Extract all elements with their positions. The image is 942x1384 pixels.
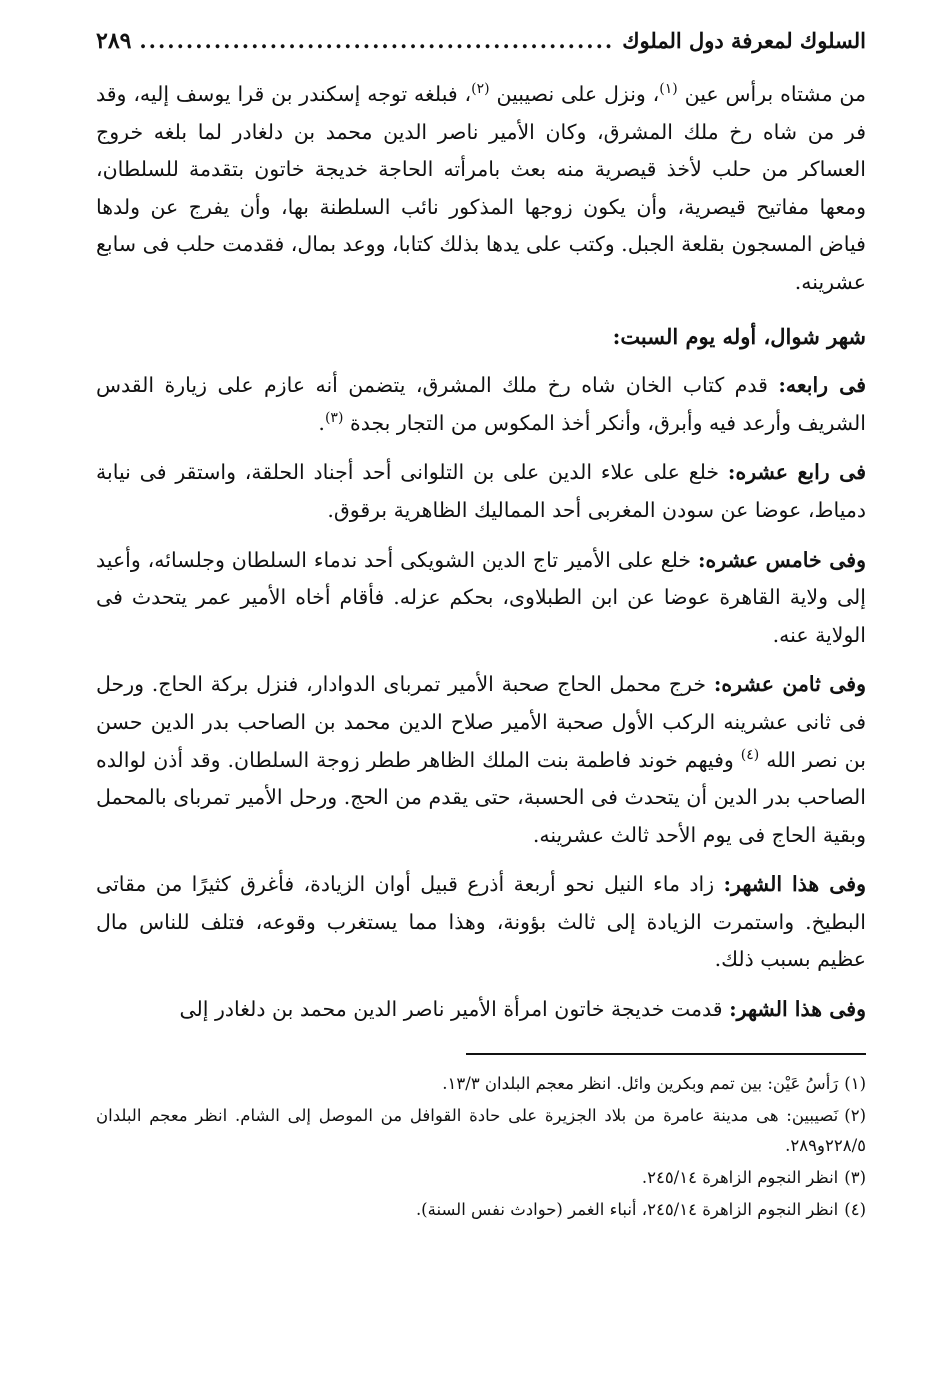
footnote-text: رَأسُ عَيْن: بين تمم وبكرين وائل. انظر معجم البلدان ١٣/٣. [442, 1073, 839, 1093]
footnote [96, 1195, 866, 1225]
opening-text-3: ، فبلغه توجه إسكندر بن قرا يوسف إليه، وقد فر من شاه رخ ملك المشرق، وكان الأمير ناصر الدين محمد بن دلغادر لما بلغه خروج العساكر من حلب لأخذ قيصرية منه بعث بامرأته الحاجة خديجة خاتون بتقدمة للسلطان، ومعها مفاتيح قيصرية، وأن يكون زوجها المذكور نائب السلطنة بها، وأن يفرج عن ولدها فياض المسجون بقلعة الجبل. وكتب على يدها بذلك كتابا، ووعد بمال، فقدمت حلب فى سابع عشرينه. [96, 82, 866, 294]
entry-text: خرج محمل الحاج صحبة الأمير تمرباى الدوادار، فنزل بركة الحاج. ورحل فى ثانى عشرينه الركب الأول صحبة الأمير صلاح الدين محمد بن الصاحب بدر الدين حسن بن نصر الله [96, 672, 866, 772]
document-page [96, 28, 866, 1227]
footnote-ref-3: (٣) [324, 409, 344, 426]
entry-lead: فى رابع عشره: [727, 460, 866, 485]
entry-tail: وفيهم خوند فاطمة بنت الملك الظاهر ططر زوجة السلطان. وقد أذن لوالده الصاحب بدر الدين أن يتحدث فى الحسبة، حتى يقدم من الحج. ورحل الأمير تمرباى بالمحمل وبقية الحاج فى يوم الأحد ثالث عشرينه. [96, 747, 866, 847]
entry-paragraph [96, 542, 866, 655]
entry-paragraph [96, 367, 866, 442]
entry-tail: . [318, 410, 325, 435]
footnote-number: (١) [844, 1073, 866, 1093]
entry-paragraph [96, 866, 866, 979]
opening-text-1: من مشتاه برأس عين [684, 82, 866, 106]
footnote-number: (٢) [844, 1105, 866, 1125]
opening-paragraph [96, 76, 866, 302]
footnote [96, 1069, 866, 1099]
entry-lead: وفى ثامن عشره: [713, 672, 866, 697]
footnotes [96, 1069, 866, 1225]
footnote-text: نَصيبين: هى مدينة عامرة من بلاد الجزيرة على حادة القوافل من الموصل إلى الشام. انظر معجم البلدان ٢٢٨/٥و٢٨٩. [96, 1105, 866, 1155]
entry-text: خلع على الأمير تاج الدين الشويكى أحد ندماء السلطان وجلسائه، وأعيد إلى ولاية القاهرة عوضا عن ابن الطبلاوى، بحكم عزله. فأقام أخاه الأمير عمر يتحدث فى الولاية عنه. [96, 547, 866, 647]
running-header [96, 28, 866, 76]
entry-paragraph [96, 666, 866, 854]
footnote [96, 1163, 866, 1193]
entry-paragraph [96, 991, 866, 1029]
entry-lead: وفى هذا الشهر: [729, 997, 866, 1022]
entry-text: قدم كتاب الخان شاه رخ ملك المشرق، يتضمن أنه عازم على زيارة القدس الشريف وأرعد فيه وأبرق، وأنكر أخذ المكوس من التجار بجدة [96, 373, 866, 435]
footnote-text: انظر النجوم الزاهرة ٢٤٥/١٤، أنباء الغمر (حوادث نفس السنة). [415, 1199, 839, 1219]
book-title: السلوك لمعرفة دول الملوك [622, 28, 866, 53]
entry-text: زاد ماء النيل نحو أربعة أذرع قبيل أوان الزيادة، فأغرق كثيرًا من مقاتى البطيخ. واستمرت الزيادة إلى ثالث بؤونة، وهذا مما يستغرب وقوعه، فتلف للناس مال عظيم بسبب ذلك. [96, 872, 866, 972]
opening-text-2: ، ونزل على نصيبين [496, 82, 660, 106]
footnote [96, 1101, 866, 1161]
footnote-ref-2: (٢) [471, 81, 490, 98]
entry-text: قدمت خديجة خاتون امرأة الأمير ناصر الدين محمد بن دلغادر إلى [179, 997, 730, 1022]
entry-paragraph [96, 454, 866, 529]
footnote-ref-1: (١) [659, 81, 678, 98]
footnote-text: انظر النجوم الزاهرة ٢٤٥/١٤. [641, 1167, 839, 1187]
entry-lead: وفى خامس عشره: [697, 547, 866, 572]
entry-lead: وفى هذا الشهر: [723, 872, 866, 897]
footnote-divider [466, 1053, 866, 1055]
month-heading: شهر شوال، أوله يوم السبت: [612, 323, 866, 349]
footnote-ref-4: (٤) [740, 746, 760, 763]
footnote-number: (٤) [844, 1199, 866, 1219]
entry-lead: فى رابعه: [778, 373, 866, 398]
body-text [96, 76, 866, 1029]
footnote-number: (٣) [844, 1167, 866, 1187]
entry-text: خلع على علاء الدين على بن التلوانى أحد أجناد الحلقة، واستقر فى نيابة دمياط، عوضا عن سودن المغربى أحد المماليك الظاهرية برقوق. [96, 460, 866, 522]
leader-dots [139, 28, 614, 53]
page-number: ٢٨٩ [96, 28, 132, 54]
